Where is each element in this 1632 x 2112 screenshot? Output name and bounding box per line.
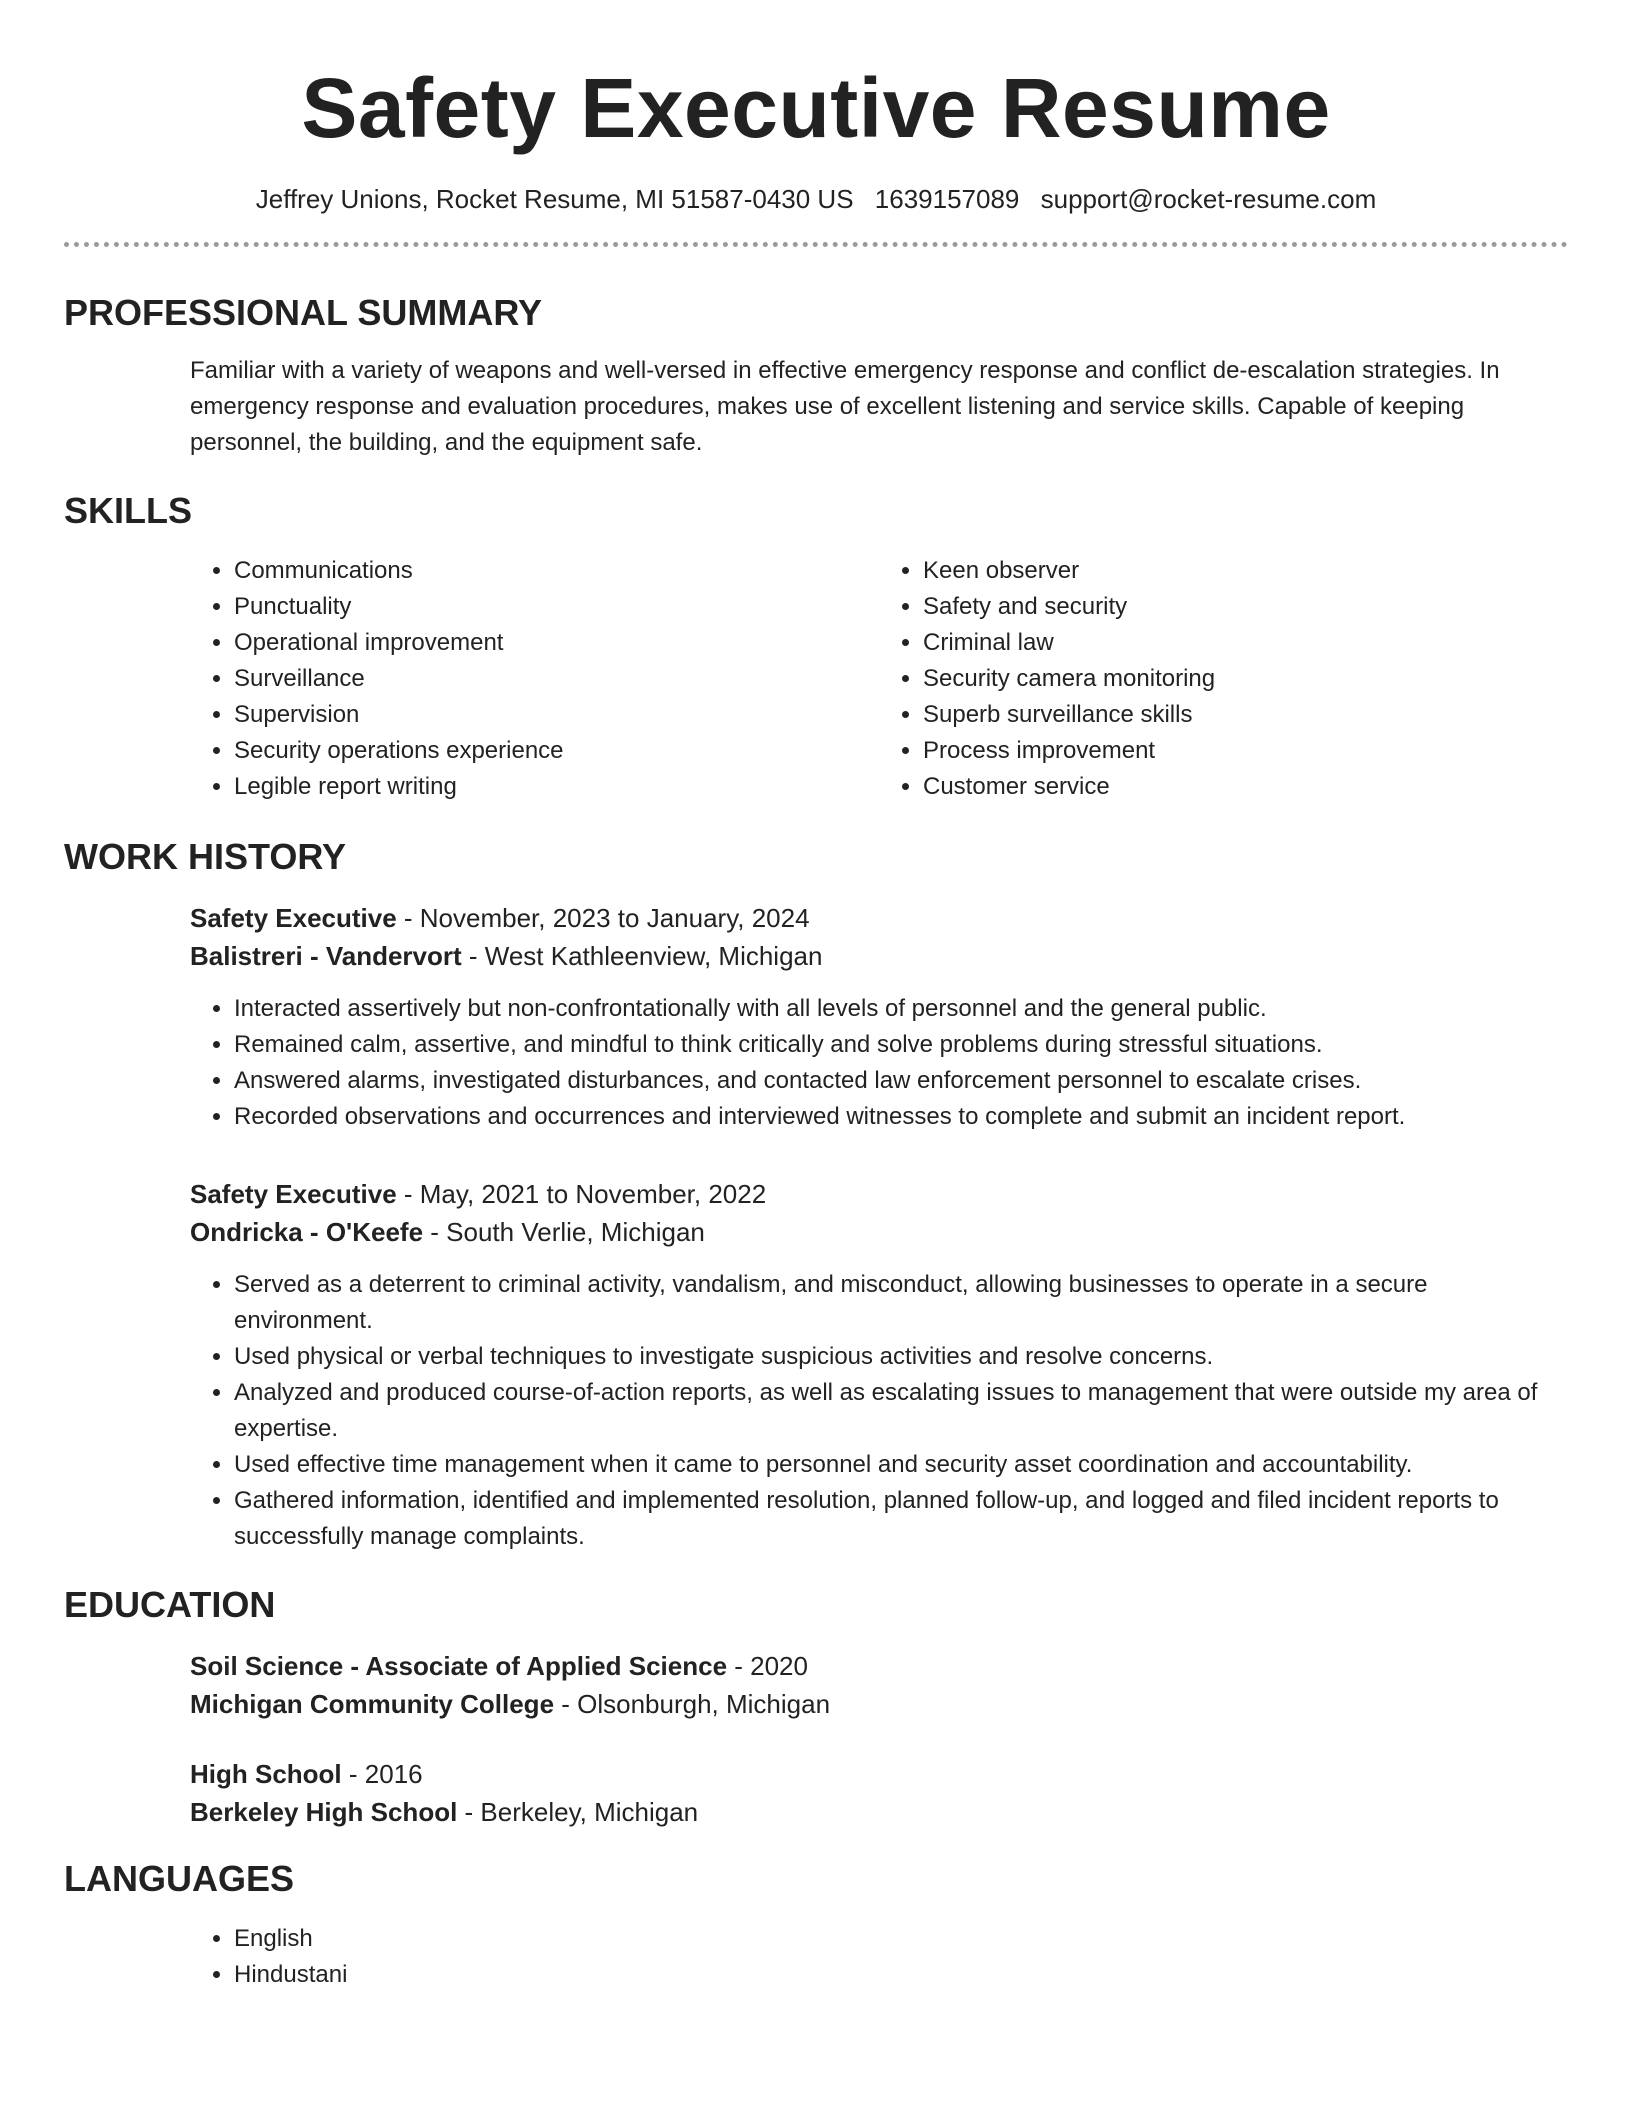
education-location: - Berkeley, Michigan — [457, 1797, 699, 1827]
job-entry — [190, 899, 1568, 1135]
job-title-line — [190, 1175, 1568, 1213]
education-degree: Soil Science - Associate of Applied Science — [190, 1651, 728, 1681]
job-bullet: • Analyzed and produced course-of-action reports, as well as escalating issues to management that were outside my area of expertise. — [234, 1375, 1568, 1447]
job-dates: - May, 2021 to November, 2022 — [396, 1179, 767, 1209]
education-degree: High School — [190, 1759, 342, 1789]
work-history-heading: WORK HISTORY — [64, 836, 347, 877]
job-company-line — [190, 937, 1568, 975]
skills-heading: SKILLS — [64, 490, 193, 531]
education-school: Berkeley High School — [190, 1797, 458, 1827]
contact-address: Jeffrey Unions, Rocket Resume, MI 51587-0430 US — [255, 184, 854, 214]
skill-item: • Keen observer — [923, 553, 1568, 589]
resume-title: Safety Executive Resume — [301, 61, 1331, 155]
education-heading: EDUCATION — [64, 1584, 276, 1625]
education-school-line — [190, 1685, 1568, 1723]
job-title: Safety Executive — [190, 903, 397, 933]
job-bullet: • Recorded observations and occurrences and interviewed witnesses to complete and submit an incident report. — [234, 1099, 1568, 1135]
job-bullet: • Answered alarms, investigated disturbances, and contacted law enforcement personnel to escalate crises. — [234, 1063, 1568, 1099]
job-bullets — [190, 991, 1568, 1135]
education-degree-line — [190, 1755, 1568, 1793]
skills-list-right — [879, 553, 1568, 805]
skill-item: • Communications — [234, 553, 879, 589]
skills-list-left — [190, 553, 879, 805]
job-company-line — [190, 1213, 1568, 1251]
education-year: - 2016 — [341, 1759, 423, 1789]
contact-email: support@rocket-resume.com — [1040, 184, 1377, 214]
skill-item: • Superb surveillance skills — [923, 697, 1568, 733]
education-entry — [190, 1647, 1568, 1723]
skill-item: • Supervision — [234, 697, 879, 733]
skill-item: • Security operations experience — [234, 733, 879, 769]
contact-phone: 1639157089 — [874, 184, 1020, 214]
skill-item: • Customer service — [923, 769, 1568, 805]
job-company: Balistreri - Vandervort — [190, 941, 462, 971]
skill-item: • Process improvement — [923, 733, 1568, 769]
language-item: • English — [234, 1921, 1568, 1957]
languages-block — [190, 1921, 1568, 1993]
job-location: - South Verlie, Michigan — [423, 1217, 705, 1247]
job-bullets — [190, 1267, 1568, 1555]
job-title: Safety Executive — [190, 1179, 397, 1209]
job-dates: - November, 2023 to January, 2024 — [396, 903, 810, 933]
job-bullet: • Remained calm, assertive, and mindful to think critically and solve problems during stressful situations. — [234, 1027, 1568, 1063]
job-location: - West Kathleenview, Michigan — [461, 941, 823, 971]
education-school-line — [190, 1793, 1568, 1831]
job-bullet: • Gathered information, identified and implemented resolution, planned follow-up, and logged and filed incident reports to successfully manage complaints. — [234, 1483, 1568, 1555]
education-year: - 2020 — [727, 1651, 808, 1681]
education-school: Michigan Community College — [190, 1689, 555, 1719]
education-entry — [190, 1755, 1568, 1831]
education-location: - Olsonburgh, Michigan — [554, 1689, 831, 1719]
skill-item: • Legible report writing — [234, 769, 879, 805]
skills-columns — [190, 553, 1568, 805]
job-bullet: • Interacted assertively but non-confrontationally with all levels of personnel and the general public. — [234, 991, 1568, 1027]
skill-item: • Surveillance — [234, 661, 879, 697]
header-divider — [64, 242, 1568, 247]
job-entry — [190, 1175, 1568, 1555]
education-degree-line — [190, 1647, 1568, 1685]
job-bullet: • Used effective time management when it came to personnel and security asset coordination and accountability. — [234, 1447, 1568, 1483]
job-company: Ondricka - O'Keefe — [190, 1217, 424, 1247]
summary-heading: PROFESSIONAL SUMMARY — [64, 292, 543, 333]
contact-line — [64, 182, 1568, 216]
job-bullet: • Used physical or verbal techniques to investigate suspicious activities and resolve concerns. — [234, 1339, 1568, 1375]
summary-text: Familiar with a variety of weapons and well-versed in effective emergency response and conflict de-escalation strategies. In emergency response and evaluation procedures, makes use of excellent listening and service skills. Capable of keeping personnel, the building, and the equipment safe. — [190, 357, 1500, 456]
languages-list — [190, 1921, 1568, 1993]
skill-item: • Safety and security — [923, 589, 1568, 625]
languages-heading: LANGUAGES — [64, 1858, 295, 1899]
skill-item: • Criminal law — [923, 625, 1568, 661]
language-item: • Hindustani — [234, 1957, 1568, 1993]
skill-item: • Operational improvement — [234, 625, 879, 661]
job-bullet: • Served as a deterrent to criminal activity, vandalism, and misconduct, allowing businesses to operate in a secure environment. — [234, 1267, 1568, 1339]
job-title-line — [190, 899, 1568, 937]
skill-item: • Punctuality — [234, 589, 879, 625]
skill-item: • Security camera monitoring — [923, 661, 1568, 697]
